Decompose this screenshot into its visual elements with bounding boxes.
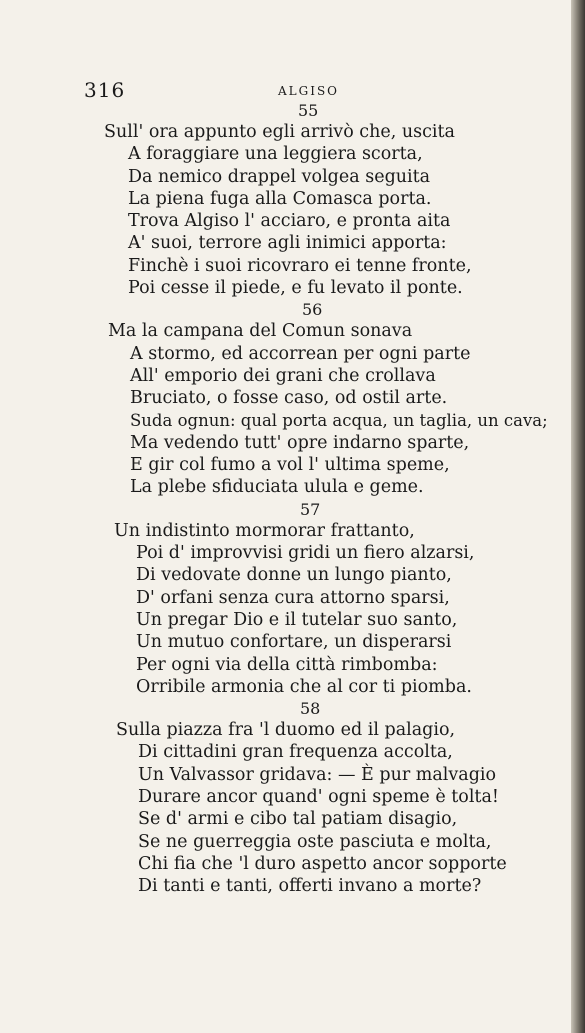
verse-line: Di cittadini gran frequenza accolta, (138, 742, 453, 763)
verse-line: Poi cesse il piede, e fu levato il ponte. (128, 278, 463, 299)
verse-line: Durare ancor quand' ogni speme è tolta! (138, 787, 499, 808)
verse-line: Ma la campana del Comun sonava (108, 321, 413, 342)
verse-line: E gir col fumo a vol l' ultima speme, (130, 455, 450, 476)
verse-line: La plebe sfiduciata ulula e geme. (130, 477, 424, 498)
verse-line: Di tanti e tanti, offerti invano a morte? (138, 876, 482, 897)
page-header (0, 78, 585, 102)
verse-line: Sulla piazza fra 'l duomo ed il palagio, (116, 720, 456, 741)
verse-line: A foraggiare una leggiera scorta, (128, 144, 423, 165)
verse-line: Da nemico drappel volgea seguita (128, 166, 431, 187)
poem-body (0, 100, 585, 898)
verse-line: A stormo, ed accorrean per ogni parte (130, 343, 471, 364)
verse-line: Un mutuo confortare, un disperarsi (136, 632, 452, 653)
verse-line: Se d' armi e cibo tal patiam disagio, (138, 809, 458, 830)
verse-line: Sull' ora appunto egli arrivò che, uscita (104, 122, 455, 142)
verse-line: Trova Algiso l' acciaro, e pronta aita (128, 211, 451, 232)
stanza-57 (0, 499, 585, 698)
verse-line: Se ne guerreggia oste pasciuta e molta, (138, 831, 492, 852)
stanza-number: 58 (300, 699, 321, 719)
verse-line: A' suoi, terrore agli inimici apporta: (128, 233, 447, 254)
page-number: 316 (84, 78, 126, 102)
verse-line: Poi d' improvvisi gridi un fiero alzarsi, (136, 543, 475, 564)
verse-line: Suda ognun: qual porta acqua, un taglia, un cava; (130, 410, 548, 430)
verse-line: Ma vedendo tutt' opre indarno sparte, (130, 432, 470, 453)
stanza-55 (0, 100, 585, 299)
stanza-number: 57 (300, 499, 321, 519)
verse-line: D' orfani senza cura attorno sparsi, (136, 587, 450, 608)
verse-line: Un Valvassor gridava: — È pur malvagio (138, 764, 497, 785)
verse-line: Chi fia che 'l duro aspetto ancor sopporte (138, 853, 507, 874)
stanza-58 (0, 698, 585, 897)
verse-line: Orribile armonia che al cor ti piomba. (136, 676, 472, 697)
stanza-number: 56 (302, 300, 323, 320)
verse-line: Un pregar Dio e il tutelar suo santo, (136, 609, 458, 630)
verse-line: Di vedovate donne un lungo pianto, (136, 565, 452, 586)
verse-line: All' emporio dei grani che crollava (130, 365, 436, 386)
verse-line: La piena fuga alla Comasca porta. (128, 188, 432, 209)
verse-line: Un indistinto mormorar frattanto, (114, 520, 415, 541)
verse-line: Finchè i suoi ricovraro ei tenne fronte, (128, 255, 472, 276)
page-gutter-edge (571, 0, 585, 1033)
running-title: ALGISO (278, 84, 340, 98)
verse-line: Per ogni via della città rimbomba: (136, 654, 438, 675)
stanza-number: 55 (298, 101, 319, 120)
stanza-56 (0, 299, 585, 498)
verse-line: Bruciato, o fosse caso, od ostil arte. (130, 388, 448, 409)
